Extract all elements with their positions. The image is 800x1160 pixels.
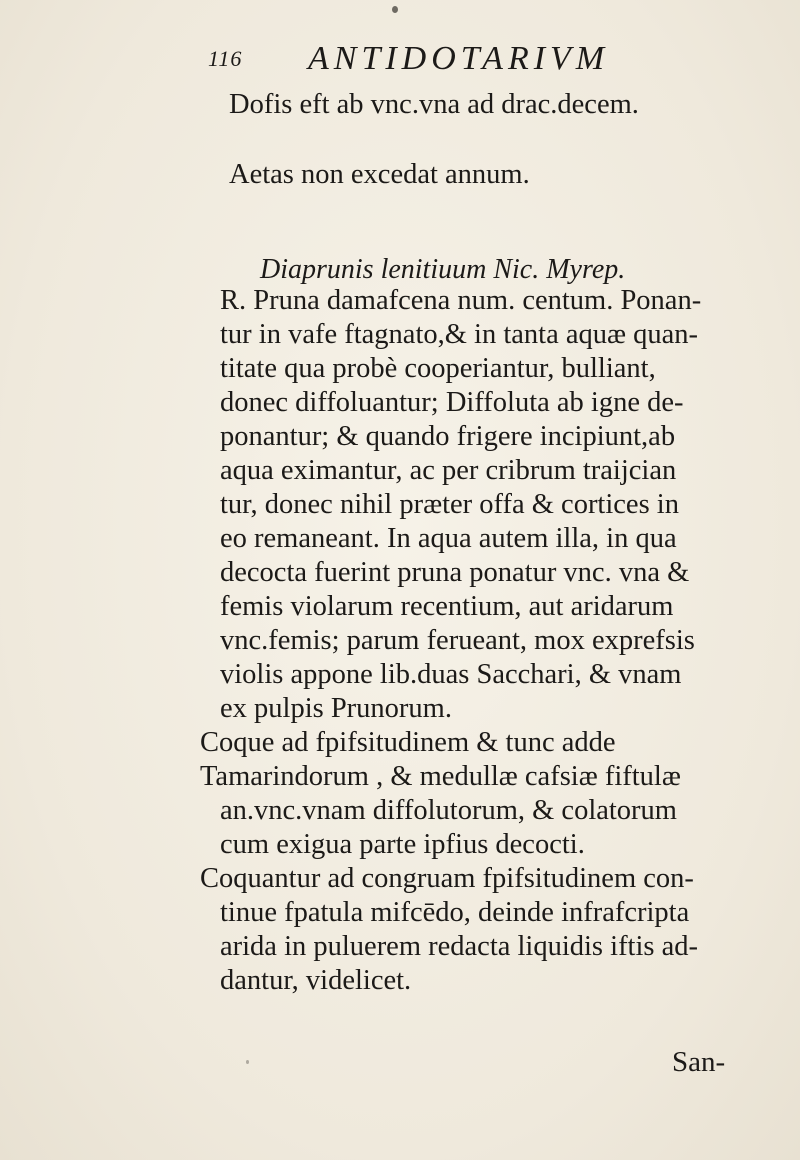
text-line: an.vnc.vnam diffolutorum, & colatorum	[220, 795, 677, 826]
text-line: aqua eximantur, ac per cribrum traijcian	[220, 455, 677, 486]
text-line: decocta fuerint pruna ponatur vnc. vna &	[220, 557, 690, 588]
ink-speck	[392, 6, 398, 13]
text-line: vnc.femis; parum ferueant, mox exprefsis	[220, 625, 695, 656]
ink-speck	[246, 1060, 249, 1064]
text-line: arida in puluerem redacta liquidis iftis ad-	[220, 931, 699, 962]
recipe-title: Diaprunis lenitiuum Nic. Myrep.	[260, 254, 626, 285]
text-line: Tamarindorum , & medullæ cafsiæ fiftulæ	[200, 761, 681, 792]
text-line: violis appone lib.duas Sacchari, & vnam	[220, 659, 682, 690]
page-header	[208, 40, 648, 80]
text-line: ponantur; & quando frigere incipiunt,ab	[220, 421, 676, 452]
text-line: R. Pruna damafcena num. centum. Ponan-	[220, 285, 702, 316]
text-line: Coque ad fpifsitudinem & tunc adde	[200, 727, 616, 758]
running-title: ANTIDOTARIVM	[308, 40, 610, 77]
age-line: Aetas non excedat annum.	[229, 159, 530, 190]
text-line: donec diffoluantur; Diffoluta ab igne de-	[220, 387, 684, 418]
text-line: eo remaneant. In aqua autem illa, in qua	[220, 523, 677, 554]
text-line: titate qua probè cooperiantur, bulliant,	[220, 353, 656, 384]
text-line: cum exigua parte ipfius decocti.	[220, 829, 585, 860]
dosage-line: Dofis eft ab vnc.vna ad drac.decem.	[229, 89, 639, 120]
text-line: femis violarum recentium, aut aridarum	[220, 591, 674, 622]
text-line: Coquantur ad congruam fpifsitudinem con-	[200, 863, 694, 894]
page-number: 116	[208, 46, 243, 71]
text-line: tur in vafe ftagnato,& in tanta aquæ quan-	[220, 319, 699, 350]
text-line: tinue fpatula mifcēdo, deinde infrafcripta	[220, 897, 690, 928]
text-line: ex pulpis Prunorum.	[220, 693, 452, 724]
catchword: San-	[672, 1046, 726, 1078]
text-line: dantur, videlicet.	[220, 965, 412, 996]
text-line: tur, donec nihil præter offa & cortices in	[220, 489, 679, 520]
